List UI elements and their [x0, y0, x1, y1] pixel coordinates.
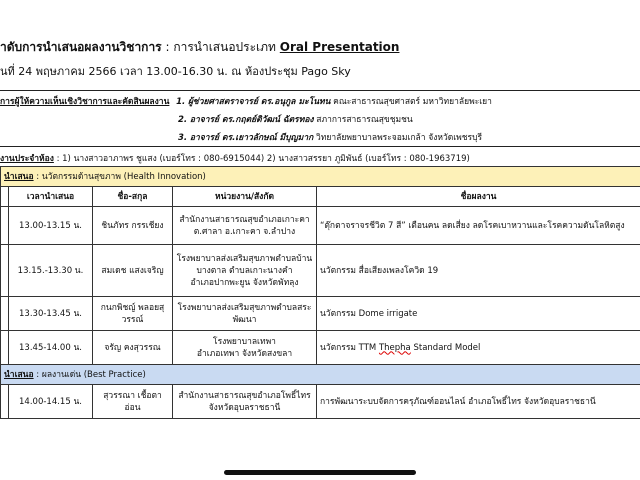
- section-1-text: : นวัตกรรมด้านสุขภาพ (Health Innovation): [33, 171, 206, 182]
- session-date-line: นที่ 24 พฤษภาคม 2566 เวลา 13.00-16.30 น. ณ ห้องประชุม Pago Sky: [0, 65, 351, 78]
- divider-mid: [0, 146, 640, 147]
- committee-label: การผู้ให้ความเห็นเชิงวิชาการและคัดสินผลงาน: [0, 97, 170, 107]
- table-row: [1, 245, 640, 297]
- cell-organization: สำนักงานสาธารณสุขอำเภอโพธิ์ไทร จังหวัดอุบลราชธานี: [173, 385, 317, 419]
- cell-time: 13.15.-13.30 น.: [9, 245, 93, 297]
- room-staff-label: งานประจำห้อง: [0, 154, 54, 164]
- column-header-work-title: ชื่อผลงาน: [317, 187, 640, 207]
- cell-time: 14.00-14.15 น.: [9, 385, 93, 419]
- committee-member-3-no: 3.: [178, 133, 188, 143]
- table-row: [1, 331, 640, 365]
- cell-name: สมเดช แสงเจริญ: [93, 245, 173, 297]
- schedule-table: [0, 166, 640, 419]
- cell-organization: โรงพยาบาลส่งเสริมสุขภาพตำบลสระ พัฒนา: [173, 297, 317, 331]
- section-header-best-practice: [1, 365, 640, 385]
- section-1-label: นำเสนอ: [4, 171, 34, 182]
- room-staff-line: [0, 151, 470, 165]
- home-indicator-bar[interactable]: [224, 470, 416, 475]
- cell-work-title: นวัตกรรม TTM Thepha Standard Model: [317, 331, 640, 365]
- cell-work-title: “ตุ๊กตาจราจรชีวิต 7 สี” เตือนคน ลดเสี่ยง ลดโรคเบาหวานและโรคความดันโลหิตสูง: [317, 207, 640, 245]
- cell-organization: สำนักงานสาธารณสุขอำเภอเกาะคา ต.ศาลา อ.เกาะคา จ.ลำปาง: [173, 207, 317, 245]
- cell-name: กนกพิชญ์ พลอยสุวรรณ์: [93, 297, 173, 331]
- cell-time: 13.30-13.45 น.: [9, 297, 93, 331]
- cell-work-title: นวัตกรรม Dome irrigate: [317, 297, 640, 331]
- spellcheck-flagged-word: Thepha: [378, 342, 411, 353]
- cell-organization: โรงพยาบาลเทพา อำเภอเทพา จังหวัดสงขลา: [173, 331, 317, 365]
- column-header-organization: หน่วยงาน/สังกัด: [173, 187, 317, 207]
- column-header-time: เวลานำเสนอ: [9, 187, 93, 207]
- cell-time: 13.00-13.15 น.: [9, 207, 93, 245]
- committee-member-1-no: 1.: [176, 97, 186, 107]
- committee-member-2-no: 2.: [178, 115, 188, 125]
- title-main: ำดับการนำเสนอผลงานวิชาการ: [0, 40, 162, 54]
- title-separator: : การนำเสนอประเภท: [161, 40, 280, 54]
- committee-row-3: [178, 130, 482, 144]
- column-header-name: ชื่อ-สกุล: [93, 187, 173, 207]
- section-2-label: นำเสนอ: [4, 369, 34, 380]
- table-header-row: [1, 187, 640, 207]
- section-2-text: : ผลงานเด่น (Best Practice): [33, 369, 146, 380]
- cell-name: จรัญ คงสุวรรณ: [93, 331, 173, 365]
- cell-name: ชินภัทร กรรเชียง: [93, 207, 173, 245]
- table-row: [1, 207, 640, 245]
- table-row: [1, 385, 640, 419]
- title-presentation-type: Oral Presentation: [279, 40, 400, 54]
- cell-name: สุวรรณา เชื้อตาอ่อน: [93, 385, 173, 419]
- cell-work-title: นวัตกรรม สื่อเสียงเพลงโควิด 19: [317, 245, 640, 297]
- committee-member-1-name: ผู้ช่วยศาสตราจารย์ ดร.อนุกูล มะโนทน: [187, 97, 331, 107]
- cell-work-title: การพัฒนาระบบจัดการครุภัณฑ์ออนไลน์ อำเภอโพธิ์ไทร จังหวัดอุบลราชธานี: [317, 385, 640, 419]
- column-header-marker: [1, 187, 9, 207]
- document-title: [0, 38, 399, 57]
- section-header-health-innovation: [1, 167, 640, 187]
- committee-member-3-org: วิทยาลัยพยาบาลพระจอมเกล้า จังหวัดเพชรบุรี: [313, 133, 483, 143]
- committee-row-1: [0, 94, 492, 108]
- committee-member-2-org: สภาการสาธารณสุขชุมชน: [313, 115, 413, 125]
- committee-member-3-name: อาจารย์ ดร.เยาวลักษณ์ มีบุญมาก: [189, 133, 314, 143]
- cell-organization: โรงพยาบาลส่งเสริมสุขภาพตำบลบ้าน บางตาล ตำบลเกาะนางคำ อำเภอปากพะยูน จังหวัดพัทลุง: [173, 245, 317, 297]
- committee-member-2-name: อาจารย์ ดร.กฤตย์ติวัฒน์ ฉัตรทอง: [189, 115, 314, 125]
- room-staff-text: : 1) นางสาวอาภาพร ชูแสง (เบอร์โทร : 080-6915044) 2) นางสาวสรรยา ภูมิพันธ์ (เบอร์โทร : 080-1963719): [53, 154, 470, 164]
- divider-top: [0, 90, 640, 91]
- committee-row-2: [178, 112, 413, 126]
- table-row: [1, 297, 640, 331]
- cell-time: 13.45-14.00 น.: [9, 331, 93, 365]
- committee-member-1-org: คณะสาธารณสุขศาสตร์ มหาวิทยาลัยพะเยา: [330, 97, 492, 107]
